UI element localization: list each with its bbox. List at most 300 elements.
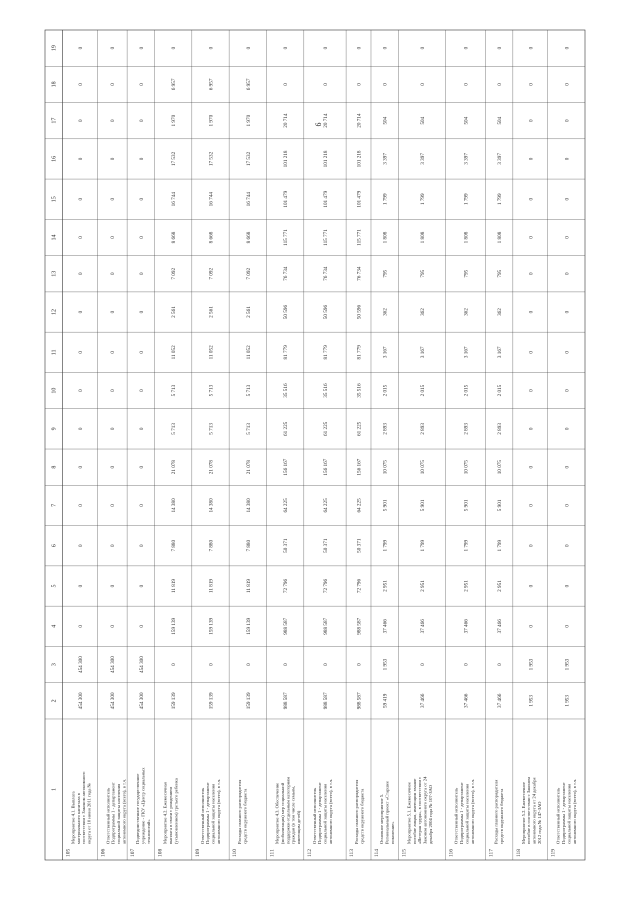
table-cell: 1 953 — [382, 658, 389, 671]
table-cell: 101 479 — [283, 190, 290, 208]
table-cell: 0 — [564, 157, 571, 161]
table-cell: 2 893 — [497, 423, 504, 435]
table-cell: 0 — [110, 465, 117, 469]
table-cell: 362 — [382, 308, 389, 316]
column-number-label: 9 — [51, 427, 58, 431]
table-cell: 0 — [564, 83, 571, 86]
table-cell: 5 713 — [208, 384, 215, 397]
table-cell: 3 397 — [382, 153, 389, 165]
table-cell: 3 167 — [382, 346, 389, 359]
table-cell: 0 — [77, 465, 84, 469]
table-cell: 1 808 — [463, 231, 470, 244]
table-cell: 76 734 — [322, 266, 329, 281]
table-cell: 50 596 — [322, 304, 329, 320]
table-cell: 35 516 — [356, 383, 363, 398]
table-cell: 0 — [110, 544, 117, 548]
table-cell: 1 799 — [497, 193, 504, 206]
table-cell: 2 951 — [382, 580, 389, 592]
table-cell: 159 139 — [208, 692, 215, 710]
page-number: 9 — [313, 122, 323, 127]
table-cell: 11 052 — [171, 345, 178, 360]
table-cell: 7 880 — [245, 539, 252, 552]
table-cell: 0 — [208, 663, 215, 666]
table-cell: 0 — [564, 236, 571, 239]
table-cell: 21 078 — [245, 460, 252, 475]
table-cell: 0 — [77, 197, 84, 201]
table-cell: 0 — [77, 625, 84, 628]
table-cell: 0 — [564, 504, 571, 507]
column-number-label: 3 — [51, 663, 58, 667]
table-cell: 0 — [138, 351, 145, 354]
table-cell: 5 901 — [463, 499, 470, 512]
table-cell: 454 300 — [110, 692, 117, 710]
table-cell: 35 516 — [283, 383, 290, 398]
table-cell: 0 — [528, 46, 535, 50]
table-cell: 0 — [463, 46, 470, 50]
table-cell: 11 052 — [245, 345, 252, 360]
table-cell: 7 880 — [171, 539, 178, 552]
table-cell: 101 479 — [356, 190, 363, 208]
table-cell: 1 799 — [420, 539, 427, 552]
column-number-label: 2 — [51, 699, 58, 703]
table-cell: 0 — [138, 584, 145, 588]
table-cell: 0 — [208, 46, 215, 50]
table-cell: 795 — [420, 269, 427, 278]
table-cell: 1 953 — [528, 658, 535, 671]
table-cell: 0 — [463, 83, 470, 86]
column-number-label: 15 — [51, 196, 58, 203]
row-name: Подведомственное государственноеучреждение - ГКУ «Центр социальныхтехнологий» — [135, 767, 151, 844]
table-cell: 1 808 — [382, 231, 389, 244]
row-name: Мероприятие 5.2. Ежемесячноепособие в соответствии с Закономавтономного округа от 24 декабря2012 года № 147-ЗАО — [520, 776, 543, 844]
row-name: Ответственный исполнительПодпрограммы 1 - департаментсоциальной защиты населенияавтономного округа (всего), в т.ч. — [311, 778, 334, 844]
table-cell: 454 300 — [77, 692, 84, 710]
column-number-label: 19 — [51, 45, 58, 52]
table-cell: 362 — [420, 308, 427, 316]
table-cell: 8 668 — [245, 231, 252, 244]
table-cell: 0 — [138, 157, 145, 161]
table-cell: 0 — [77, 310, 84, 314]
table-cell: 504 — [497, 116, 504, 125]
table-cell: 10 075 — [382, 460, 389, 475]
table-cell: 156 167 — [322, 458, 329, 476]
table-cell: 0 — [110, 119, 117, 122]
column-number-label: 5 — [51, 584, 58, 588]
table-cell: 14 380 — [208, 498, 215, 513]
table-cell: 6 957 — [171, 78, 178, 91]
table-cell: 0 — [564, 46, 571, 50]
column-number-label: 7 — [51, 503, 58, 507]
row-number: 116 — [448, 848, 455, 857]
table-cell: 0 — [564, 389, 571, 392]
row-name: Мероприятие 4.1. Выплатаматериального капитала всоответствии с Законом автономногоокруга от 10 июня 2011 года № — [70, 771, 92, 844]
table-cell: 37 466 — [382, 619, 389, 634]
table-cell: 2 015 — [497, 384, 504, 397]
table-cell: 1 970 — [171, 114, 178, 127]
row-number: 106 — [100, 848, 107, 857]
table-cell: 0 — [138, 465, 145, 469]
table-cell: 101 218 — [356, 150, 363, 168]
table-cell: 0 — [564, 427, 571, 431]
table-cell: 10 075 — [463, 460, 470, 475]
table-cell: 0 — [528, 119, 535, 122]
table-cell: 0 — [138, 504, 145, 507]
table-cell: 0 — [138, 625, 145, 628]
table-cell: 7 092 — [208, 267, 215, 280]
table-cell: 0 — [138, 544, 145, 548]
table-cell: 0 — [110, 427, 117, 431]
row-number: 109 — [194, 848, 201, 857]
row-name: Расходы главного распорядителясредств окружного бюджета — [493, 779, 504, 844]
column-number-label: 16 — [51, 155, 58, 162]
column-number-label: 6 — [51, 544, 58, 548]
table-cell: 0 — [382, 83, 389, 86]
table-cell: 5 901 — [420, 499, 427, 512]
table-cell: 2 015 — [382, 384, 389, 397]
table-cell: 64 225 — [356, 498, 363, 513]
table-cell: 50 596 — [283, 304, 290, 320]
table-cell: 115 771 — [356, 229, 363, 246]
table-cell: 0 — [497, 83, 504, 86]
table-cell: 2 561 — [208, 306, 215, 318]
table-cell: 8 668 — [171, 231, 178, 244]
table-cell: 159 139 — [245, 692, 252, 710]
table-cell: 50 596 — [356, 304, 363, 320]
row-number: 118 — [515, 848, 522, 857]
row-name: Ответственный исполнительПодпрограммы 1 - департаментсоциальной защиты населенияавтономного округа (всего), в т.ч. — [453, 778, 475, 844]
table-cell: 3 167 — [420, 346, 427, 359]
table-cell: 0 — [110, 236, 117, 239]
table-cell: 0 — [528, 310, 535, 314]
table-cell: 988 587 — [322, 692, 329, 710]
table-cell: 0 — [528, 272, 535, 276]
table-cell: 0 — [77, 504, 84, 507]
table-cell: 0 — [564, 272, 571, 276]
table-cell: 362 — [463, 308, 470, 316]
table-cell: 1 970 — [208, 114, 215, 127]
table-cell: 1 799 — [382, 539, 389, 552]
table-cell: 0 — [528, 465, 535, 469]
row-name: Ответственный исполнительПодпрограммы 1 - департаментсоциальной защиты населенияавтономного округа (всего), в т.ч. — [199, 778, 222, 844]
table-cell: 64 225 — [322, 498, 329, 513]
column-number-label: 12 — [51, 309, 58, 316]
table-cell: 0 — [497, 663, 504, 666]
table-cell: 0 — [110, 504, 117, 507]
table-cell: 61 225 — [283, 421, 290, 437]
table-cell: 2 951 — [463, 580, 470, 592]
table-frame — [45, 30, 585, 860]
table-cell: 0 — [564, 544, 571, 548]
table-cell: 0 — [110, 310, 117, 314]
table-cell: 8 668 — [208, 231, 215, 244]
table-cell: 7 880 — [208, 539, 215, 552]
table-cell: 20 714 — [356, 113, 363, 128]
table-cell: 0 — [528, 427, 535, 431]
table-cell: 0 — [283, 663, 290, 666]
table-cell: 81 779 — [322, 345, 329, 360]
table-cell: 2 561 — [171, 306, 178, 318]
column-number-label: 17 — [51, 117, 58, 124]
table-cell: 159 139 — [245, 617, 252, 635]
table-cell: 72 796 — [356, 578, 363, 594]
table-cell: 3 397 — [463, 153, 470, 165]
table-cell: 3 397 — [420, 153, 427, 165]
table-cell: 11 052 — [208, 345, 215, 360]
table-cell: 11 819 — [245, 578, 252, 594]
table-cell: 795 — [463, 269, 470, 278]
table-cell: 0 — [138, 272, 145, 276]
table-cell: 0 — [528, 389, 535, 392]
row-number: 115 — [401, 848, 408, 857]
table-cell: 6 957 — [208, 78, 215, 91]
table-cell: 2 893 — [463, 423, 470, 435]
column-number-label: 11 — [51, 349, 58, 356]
table-cell: 50 371 — [283, 538, 290, 553]
table-cell: 0 — [77, 389, 84, 392]
table-cell: 0 — [528, 544, 535, 548]
table-cell: 0 — [528, 157, 535, 161]
table-cell: 159 139 — [171, 692, 178, 710]
table-cell: 0 — [110, 272, 117, 276]
table-cell: 0 — [110, 389, 117, 392]
table-cell: 0 — [356, 46, 363, 50]
table-cell: 0 — [528, 504, 535, 507]
table-cell: 0 — [322, 663, 329, 666]
table-cell: 1 808 — [497, 231, 504, 244]
table-cell: 2 893 — [382, 423, 389, 435]
table-cell: 0 — [356, 83, 363, 86]
table-cell: 795 — [497, 269, 504, 278]
row-name: Мероприятие 5.1. Ежемесячноепособие лицам, имеющим звание«Ветеран труда», в соответствии сЗаконом автономного округа от 24декабря 2004 года № 107-ЗАО — [406, 776, 433, 844]
table-cell: 101 218 — [283, 150, 290, 168]
table-cell: 81 779 — [356, 345, 363, 360]
table-cell: 101 218 — [322, 150, 329, 168]
table-cell: 0 — [110, 157, 117, 161]
table-cell: 14 380 — [171, 498, 178, 513]
table-cell: 11 819 — [208, 578, 215, 594]
table-cell: 1 799 — [382, 193, 389, 206]
row-number: 113 — [349, 848, 356, 857]
table-cell: 21 078 — [171, 460, 178, 475]
table-cell: 0 — [528, 351, 535, 354]
table-cell: 504 — [382, 116, 389, 125]
table-cell: 0 — [110, 197, 117, 201]
table-cell: 2 015 — [463, 384, 470, 397]
column-number-label: 10 — [51, 387, 58, 394]
table-cell: 0 — [528, 83, 535, 86]
table-cell: 1 808 — [420, 231, 427, 244]
table-cell: 3 167 — [463, 346, 470, 359]
table-cell: 0 — [564, 351, 571, 354]
table-cell: 81 779 — [283, 345, 290, 360]
table-cell: 5 901 — [497, 499, 504, 512]
table-cell: 159 139 — [208, 617, 215, 635]
table-cell: 0 — [497, 46, 504, 50]
table-cell: 0 — [77, 584, 84, 588]
row-number: 110 — [232, 848, 239, 857]
table-cell: 14 380 — [245, 498, 252, 513]
table-cell: 0 — [463, 663, 470, 666]
table-cell: 2 893 — [420, 423, 427, 435]
table-cell: 2 951 — [497, 580, 504, 592]
table-cell: 50 371 — [356, 538, 363, 553]
table-cell: 115 771 — [283, 229, 290, 246]
table-cell: 1 799 — [463, 539, 470, 552]
table-cell: 72 796 — [283, 578, 290, 594]
row-name: Ответственный исполнительПодпрограммы 1 - департаментсоциальной защиты населенияавтономного округа (всего), в т.ч. — [105, 778, 127, 844]
table-cell: 0 — [420, 83, 427, 86]
table-cell: 0 — [420, 663, 427, 666]
row-name: Основное мероприятие 5.Региональный проект «Старшеепоколение» — [378, 780, 395, 844]
row-number: 105 — [65, 848, 72, 857]
row-number: 112 — [306, 848, 313, 857]
table-cell: 0 — [283, 83, 290, 86]
table-cell: 0 — [420, 46, 427, 50]
table-cell: 16 744 — [171, 192, 178, 207]
table-cell: 795 — [382, 269, 389, 278]
table-cell: 0 — [138, 46, 145, 50]
table-cell: 72 796 — [322, 578, 329, 594]
table-cell: 101 479 — [322, 190, 329, 208]
table-cell: 0 — [528, 584, 535, 588]
table-cell: 362 — [497, 308, 504, 316]
table-cell: 0 — [564, 119, 571, 122]
table-cell: 5 713 — [208, 423, 215, 435]
table-cell: 0 — [564, 197, 571, 201]
table-cell: 0 — [564, 465, 571, 469]
table-cell: 3 397 — [497, 153, 504, 165]
row-number: 111 — [269, 849, 276, 857]
table-cell: 0 — [171, 663, 178, 666]
table-cell: 0 — [138, 83, 145, 86]
table-cell: 5 713 — [245, 384, 252, 397]
table-cell: 37 466 — [463, 693, 470, 708]
table-cell: 76 734 — [283, 266, 290, 281]
table-cell: 0 — [528, 197, 535, 201]
table-cell: 0 — [382, 46, 389, 50]
table-cell: 17 532 — [245, 151, 252, 167]
row-name: Расходы главного распорядителясредств окружного бюджета — [354, 779, 365, 844]
row-number: 107 — [130, 848, 137, 857]
column-number-label: 13 — [51, 270, 58, 277]
table-cell: 0 — [110, 584, 117, 588]
table-cell: 16 744 — [208, 192, 215, 207]
table-cell: 0 — [245, 46, 252, 50]
table-cell: 1 953 — [564, 695, 571, 707]
table-cell: 454 300 — [138, 656, 145, 674]
table-cell: 1 970 — [245, 114, 252, 127]
row-name: Мероприятие 4.2. Ежемесячнаявыплата в связи с рождением(усыновлением) третьего ребенка — [162, 778, 179, 844]
table-cell: 0 — [528, 236, 535, 239]
table-cell: 0 — [138, 389, 145, 392]
table-cell: 0 — [356, 663, 363, 666]
table-cell: 0 — [564, 310, 571, 314]
table-cell: 0 — [283, 46, 290, 50]
table-cell: 1 953 — [528, 695, 535, 707]
table-cell: 988 587 — [356, 617, 363, 635]
table-cell: 156 167 — [356, 458, 363, 476]
column-number-label: 8 — [51, 465, 58, 469]
table-cell: 0 — [110, 46, 117, 50]
row-number: 119 — [550, 848, 557, 857]
table-cell: 0 — [77, 236, 84, 239]
table-cell: 0 — [110, 625, 117, 628]
table-cell: 2 015 — [420, 384, 427, 397]
table-cell: 0 — [322, 83, 329, 86]
table-cell: 37 466 — [420, 693, 427, 708]
table-cell: 16 744 — [245, 192, 252, 207]
table-cell: 61 225 — [322, 421, 329, 437]
table-cell: 37 466 — [497, 619, 504, 634]
table-cell: 64 225 — [283, 498, 290, 513]
table-cell: 504 — [420, 116, 427, 125]
table-cell: 0 — [138, 119, 145, 122]
row-name: Расходы главного распорядителясредств окружного бюджета — [237, 779, 248, 844]
row-name: Мероприятие 4.3. Обеспечение(мобилизация) мер социальнойподдержки отдельным категориямграждан (в том числе семьям,имеющим детей) — [274, 776, 302, 844]
table-cell: 0 — [528, 625, 535, 628]
table-cell: 20 714 — [283, 113, 290, 128]
table-cell: 11 819 — [171, 578, 178, 594]
table-cell: 10 075 — [420, 460, 427, 475]
table-cell: 0 — [138, 427, 145, 431]
table-cell: 0 — [171, 46, 178, 50]
row-number: 117 — [488, 848, 495, 857]
column-number-label: 1 — [51, 787, 58, 791]
table-cell: 0 — [77, 46, 84, 50]
table-cell: 1 799 — [497, 539, 504, 552]
table-cell: 454 300 — [110, 656, 117, 674]
table-cell: 21 078 — [208, 460, 215, 475]
table-cell: 0 — [110, 351, 117, 354]
table-cell: 17 532 — [208, 151, 215, 167]
table-cell: 1 953 — [564, 658, 571, 671]
row-name: Ответственный исполнительПодпрограммы 1 - департаментсоциальной защиты населенияавтономного округа (всего), в т.ч. — [555, 778, 577, 844]
table-cell: 2 561 — [245, 306, 252, 318]
table-cell: 6 957 — [245, 78, 252, 91]
row-number: 108 — [157, 848, 164, 857]
row-number: 114 — [373, 848, 380, 857]
column-number-label: 14 — [51, 234, 58, 241]
table-cell: 35 516 — [322, 383, 329, 398]
table-cell: 988 587 — [356, 692, 363, 710]
table-cell: 988 587 — [283, 692, 290, 710]
column-number-label: 4 — [51, 624, 58, 628]
table-cell: 5 713 — [245, 423, 252, 435]
table-cell: 61 225 — [356, 421, 363, 437]
table-cell: 0 — [77, 351, 84, 354]
table-cell: 504 — [463, 116, 470, 125]
table-cell: 1 799 — [420, 193, 427, 206]
table-cell: 10 075 — [497, 460, 504, 475]
table-cell: 37 466 — [497, 693, 504, 708]
table-cell: 0 — [77, 544, 84, 548]
table-cell: 5 901 — [382, 499, 389, 512]
table-cell: 0 — [564, 584, 571, 588]
table-cell: 5 713 — [171, 423, 178, 435]
table-cell: 0 — [138, 236, 145, 239]
table-cell: 0 — [245, 663, 252, 666]
table-cell: 0 — [138, 310, 145, 314]
table-cell: 2 951 — [420, 580, 427, 592]
table-cell: 0 — [77, 157, 84, 161]
table-cell: 454 300 — [138, 692, 145, 710]
table-cell: 988 587 — [322, 617, 329, 635]
table-cell: 20 714 — [322, 113, 329, 128]
table-cell: 0 — [564, 625, 571, 628]
table-cell: 156 167 — [283, 458, 290, 476]
table-cell: 0 — [77, 119, 84, 122]
table-cell: 0 — [77, 427, 84, 431]
